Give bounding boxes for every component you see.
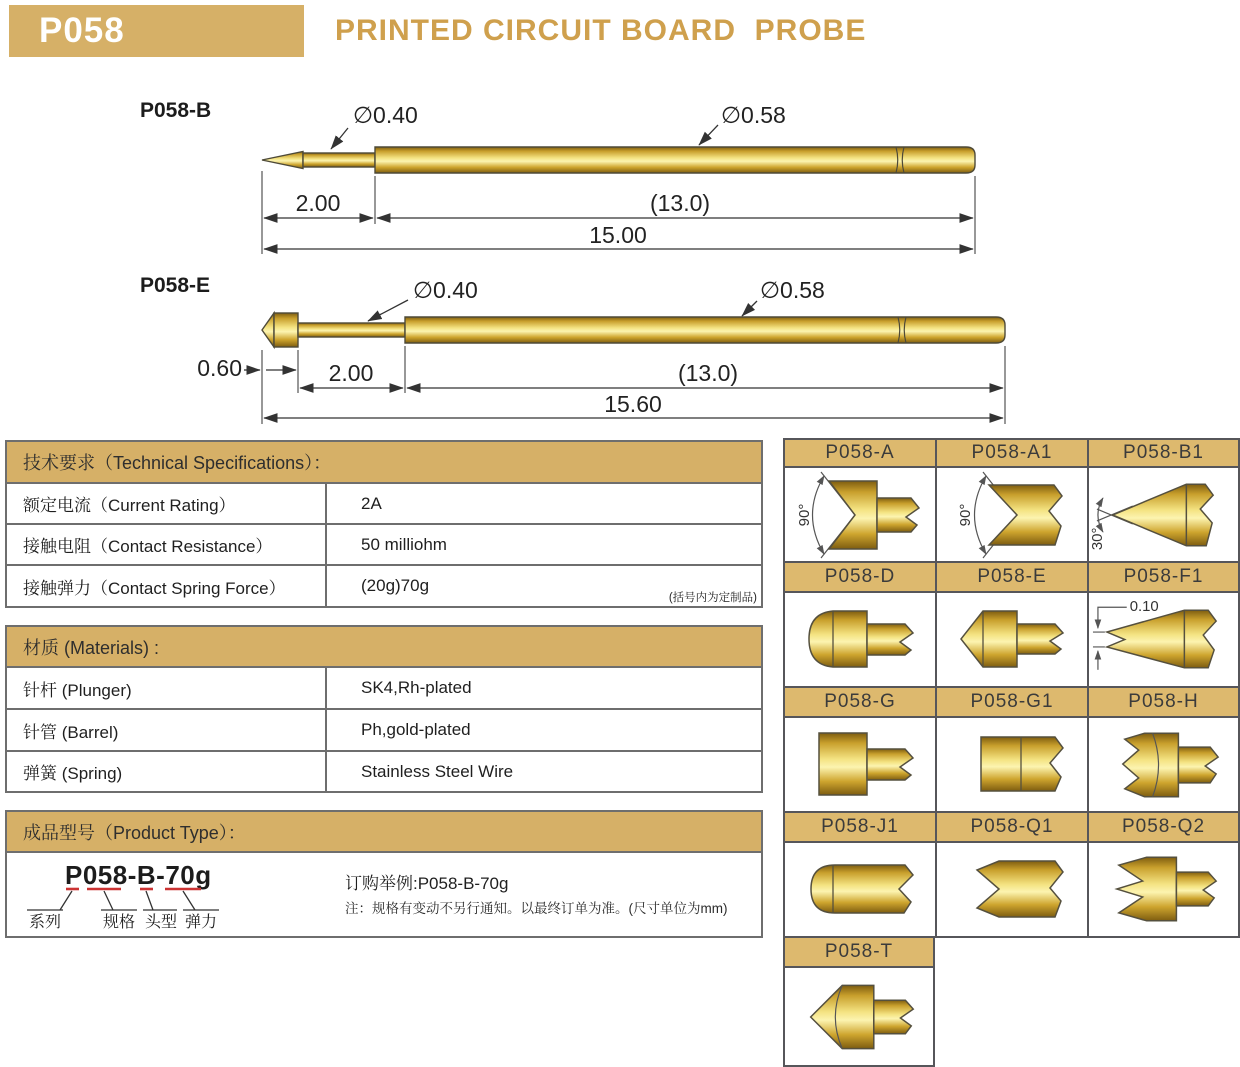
table-row [5,710,763,752]
probe-tip-cone-point-icon [937,594,1087,686]
custom-order-note: (括号内为定制品) [668,592,757,604]
probe-tip-90deg-concave-tube-icon [937,469,1087,561]
type-cell-header: P058-T [783,938,935,968]
dim-total-length: 15.00 [589,222,647,248]
dim-barrel-diameter: ∅0.58 [721,102,786,128]
dim-total-length: 15.60 [604,391,662,417]
type-cell-art [783,968,935,1067]
type-cell-art [783,843,935,938]
spec-value: 2A [361,493,382,513]
leader-force [183,891,219,910]
barrel [1176,872,1216,906]
type-cell-header: P058-G1 [935,688,1087,718]
gap-annotation: 0.10 [1129,598,1159,615]
order-example: 订购举例:P058-B-70g [345,874,509,893]
table-row [5,668,763,710]
angle-annotation: 30° [1089,527,1106,550]
dim-plunger-length: 2.00 [295,190,341,216]
probe-tip-serrated-crown-icon [1089,719,1238,811]
head [819,733,867,795]
type-cell-art [1087,593,1240,688]
probe-barrel [405,317,1005,343]
type-cell-header: P058-A [783,438,935,468]
head-type-grid [783,438,1240,1067]
type-cell-header: P058-Q1 [935,813,1087,843]
probe-tip-turned-cone-icon [785,971,933,1063]
head [809,611,867,667]
probe-tip-flat-head-icon [785,719,935,811]
dim-plunger-length: 2.00 [328,360,374,386]
type-cell-header: P058-E [935,563,1087,593]
type-cell-art [1087,718,1240,813]
angle-arc [975,476,987,554]
part-label-series: 系列 [29,914,62,931]
material-label: 针杆 (Plunger) [7,668,327,708]
dim-barrel-diameter: ∅0.58 [760,277,825,303]
dim-head-length: 0.60 [197,355,242,381]
gap-ticks [1093,632,1105,647]
head [961,611,1017,667]
probe-tip-fork-crown-icon [937,844,1087,936]
table-row [5,566,763,608]
barrel [1178,747,1218,783]
empty-cell [935,968,1087,1067]
probe-barrel [375,147,975,173]
material-label: 针管 (Barrel) [7,710,327,750]
type-cell-art [783,593,935,688]
probe-plunger-shaft [303,153,375,167]
cone-body [1113,484,1213,546]
type-cell-header: P058-B1 [1087,438,1240,468]
spec-label: 接触弹力（Contact Spring Force） [7,566,327,606]
angle-arc [813,476,825,554]
type-cell-art [935,843,1087,938]
spec-value [327,566,761,606]
part-label-force: 弹力 [185,914,218,931]
head [811,985,874,1048]
table-row [5,525,763,566]
materials-table [5,625,763,793]
type-cell-art [935,468,1087,563]
spec-table-title: 技术要求（Technical Specifications）： [5,440,763,484]
spec-label: 额定电流（Current Rating） [7,484,327,523]
probe-plunger-shaft [298,323,405,337]
leader-series [27,891,72,910]
drawing-p058-e [180,270,1025,432]
ordering-code: P058-B-70g [65,860,212,890]
barrel [1017,624,1063,654]
type-cell-art [783,468,935,563]
dim-tip-diameter: ∅0.40 [413,277,478,303]
head [989,485,1062,545]
spec-value: 50 milliohm [361,534,447,554]
barrel [867,749,913,780]
head [829,481,877,549]
probe-tip-90deg-concave-stepped-icon [785,469,935,561]
probe-tip-30deg-sharp-cone-icon [1089,469,1238,561]
head [1123,733,1179,797]
material-label: 弹簧 (Spring) [7,752,327,791]
product-code-banner [9,5,304,57]
angle-annotation: 90° [957,503,974,526]
material-value: Stainless Steel Wire [361,761,514,781]
probe-head-flange [274,313,298,347]
type-cell-art [783,718,935,813]
type-cell-art [1087,468,1240,563]
product-type-body [5,853,763,938]
material-value: Ph,gold-plated [361,720,471,739]
type-cell-art [1087,843,1240,938]
empty-cell [1087,938,1240,968]
type-cell-art [935,593,1087,688]
type-cell-art [935,718,1087,813]
page-title: PRINTED CIRCUIT BOARD PROBE [335,14,867,47]
dim-tip-diameter: ∅0.40 [353,102,418,128]
empty-cell [1087,968,1240,1067]
spec-table [5,440,763,608]
probe-tip-rounded-capsule-icon [785,844,935,936]
head [1117,857,1177,921]
chisel-body [1107,610,1216,668]
gap-leader-top [1098,607,1127,628]
barrel [874,1000,913,1034]
leader-barrel-dia [699,125,718,145]
material-value: SK4,Rh-plated [361,678,472,697]
probe-tip-chisel-icon [1089,594,1238,686]
dim-barrel-length: (13.0) [677,360,739,386]
probe-tip-cone [262,313,274,347]
probe-tip-flat-tube-icon [937,719,1087,811]
drawing-p058-b [240,92,1000,260]
probe-tip-triple-crown-icon [1089,844,1238,936]
drawing-b-label: P058-B [140,99,212,122]
product-type-title: 成品型号（Product Type）： [5,810,763,853]
tube [977,861,1063,917]
type-cell-header: P058-H [1087,688,1240,718]
leader-head [143,891,177,910]
table-row [5,752,763,793]
type-cell-header: P058-J1 [783,813,935,843]
angle-arc [1098,498,1103,532]
type-cell-header: P058-Q2 [1087,813,1240,843]
leader-tip-dia [331,128,348,149]
probe-tip-cone [262,152,303,169]
part-label-spec: 规格 [103,914,136,931]
type-cell-header: P058-F1 [1087,563,1240,593]
leader-spec [101,891,137,910]
dim-barrel-length: (13.0) [649,190,711,216]
table-row [5,484,763,525]
barrel [867,624,913,655]
tube [981,737,1063,791]
leader-tip-dia [368,300,408,321]
spec-label: 接触电阻（Contact Resistance） [7,525,327,564]
type-cell-header: P058-G [783,688,935,718]
ordering-code-breakdown [25,856,275,934]
type-cell-header: P058-A1 [935,438,1087,468]
barrel [877,498,919,532]
leader-barrel-dia [742,301,757,316]
order-note: 注：规格有变动不另行通知。以最终订单为准。(尺寸单位为mm) [345,901,728,916]
product-code: P058 [39,11,125,50]
angle-annotation: 90° [796,503,813,526]
spec-value-text: (20g)70g [361,576,430,595]
probe-tip-dome-icon [785,594,935,686]
tube [811,865,913,913]
drawing-e-label: P058-E [140,274,211,297]
type-cell-header: P058-D [783,563,935,593]
empty-cell [935,938,1087,968]
materials-table-title: 材质 (Materials) : [5,625,763,668]
part-label-head: 头型 [145,914,178,931]
